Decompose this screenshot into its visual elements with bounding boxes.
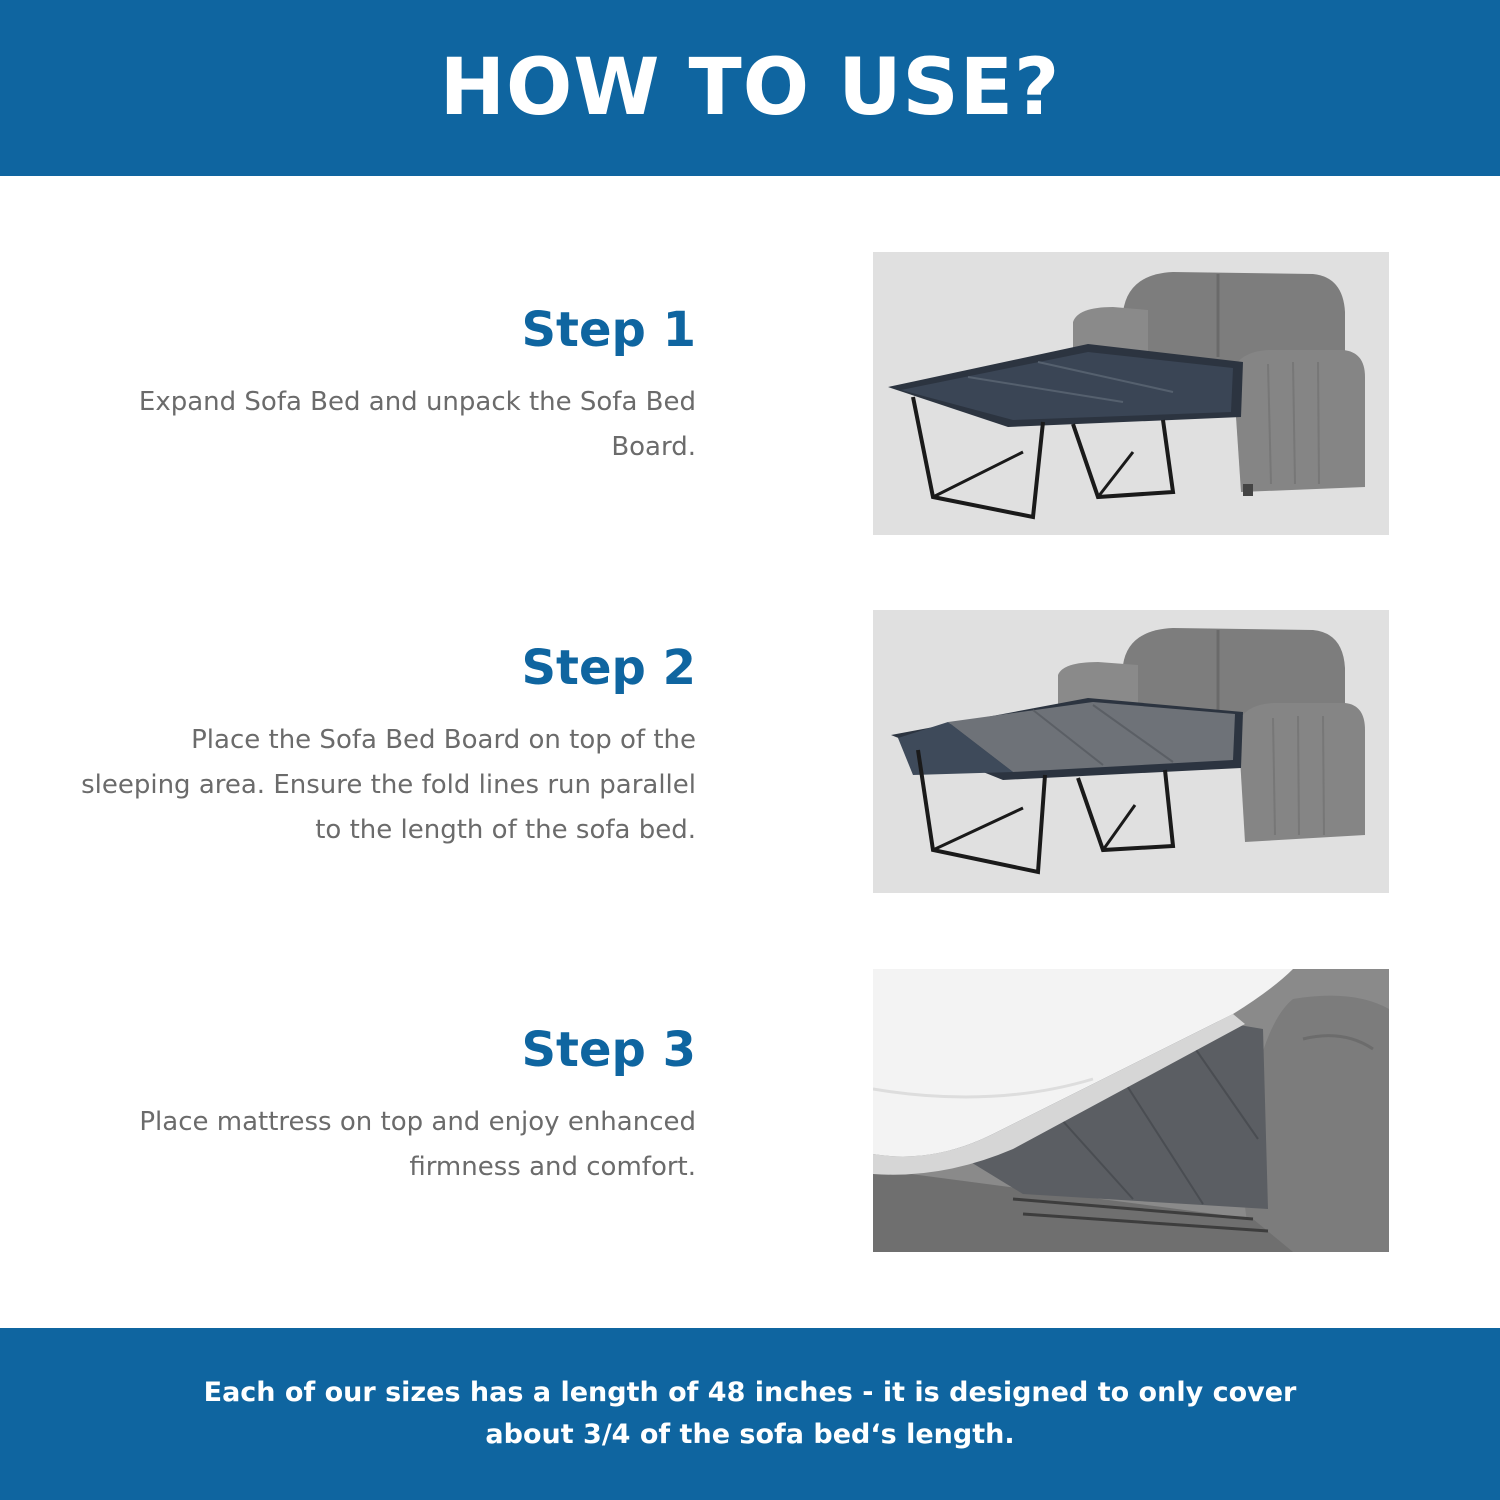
step-3-text: [76, 1020, 696, 1190]
footer-banner: [0, 1328, 1500, 1500]
board-on-sofa-bed-image: [873, 610, 1389, 893]
step-1-photo: [873, 252, 1389, 535]
step-3-photo: [873, 969, 1389, 1252]
step-2-title: Step 2: [521, 640, 696, 696]
footer-note: Each of our sizes has a length of 48 inches - it is designed to only cover about 3/4 of the sofa bed‘s length.: [203, 1377, 1297, 1450]
step-3-description: Place mattress on top and enjoy enhanced firmness and comfort.: [139, 1107, 696, 1182]
page-title: HOW TO USE?: [439, 43, 1061, 133]
step-2-text: [76, 638, 696, 853]
step-1-text: [76, 300, 696, 470]
step-3-title: Step 3: [521, 1022, 696, 1078]
step-1-title: Step 1: [521, 302, 696, 358]
header-banner: [0, 0, 1500, 176]
sofa-bed-expanded-image: [873, 252, 1389, 535]
step-2-photo: [873, 610, 1389, 893]
mattress-on-board-image: [873, 969, 1389, 1252]
step-1-description: Expand Sofa Bed and unpack the Sofa Bed Board.: [138, 387, 696, 462]
step-2-description: Place the Sofa Bed Board on top of the sleeping area. Ensure the fold lines run parallel to the length of the sofa bed.: [81, 725, 696, 845]
